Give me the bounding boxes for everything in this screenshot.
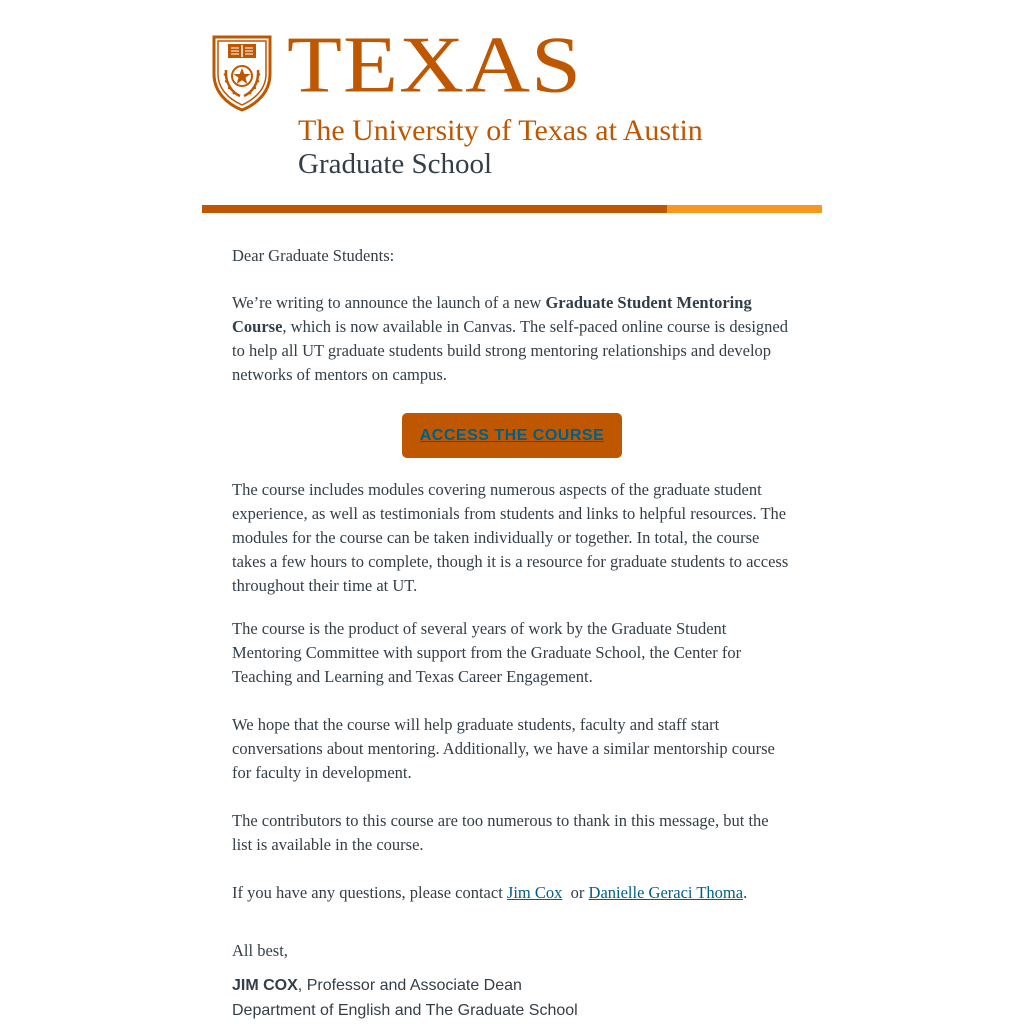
school-name: Graduate School: [298, 148, 493, 180]
questions-text-after: .: [743, 883, 748, 902]
questions-text-between: or: [566, 883, 589, 902]
contributors-paragraph: The contributors to this course are too numerous to thank in this message, but the list is available in the course.: [232, 811, 769, 854]
divider-light-segment: [667, 205, 822, 213]
hope-paragraph: We hope that the course will help graduate students, faculty and staff start conversations about mentoring. Additionally, we have a similar mentorship course for faculty in development.: [232, 715, 775, 782]
questions-paragraph: [232, 881, 792, 905]
intro-paragraph: [232, 291, 792, 387]
ut-shield-icon: [211, 34, 273, 112]
greeting: Dear Graduate Students:: [232, 246, 395, 265]
divider-dark-segment: [202, 205, 667, 213]
signature-name: JIM COX: [232, 977, 298, 994]
intro-text-before: We’re writing to announce the launch of a new: [232, 293, 546, 312]
header-divider: [202, 205, 822, 213]
cta-container: [232, 413, 792, 458]
jim-cox-link[interactable]: Jim Cox: [506, 883, 563, 902]
signature-department: Department of English and The Graduate School: [232, 1002, 578, 1019]
questions-text-before: If you have any questions, please contact: [232, 883, 507, 902]
modules-paragraph: The course includes modules covering numerous aspects of the graduate student experience, as well as testimonials from students and links to helpful resources. The modules for the course can be taken individually or together. In total, the course takes a few hours to complete, though it is a resource for graduate students to access throughout their time at UT.: [232, 480, 789, 595]
danielle-geraci-thoma-link[interactable]: Danielle Geraci Thoma: [588, 883, 744, 902]
product-paragraph: The course is the product of several years of work by the Graduate Student Mentoring Committee with support from the Graduate School, the Center for Teaching and Learning and Texas Career Engagement.: [232, 619, 742, 686]
signoff: All best,: [232, 941, 288, 960]
email-body: [232, 244, 792, 1023]
signature-line: [232, 973, 792, 998]
access-course-button[interactable]: ACCESS THE COURSE: [402, 413, 622, 458]
course-name: Graduate Student Mentoring Course: [232, 293, 752, 336]
texas-wordmark: TEXAS: [287, 20, 582, 110]
intro-text-after: , which is now available in Canvas. The self-paced online course is designed to help all UT graduate students build strong mentoring relationships and develop networks of mentors on campus.: [232, 317, 788, 384]
university-name: The University of Texas at Austin: [298, 114, 703, 147]
signature-title: , Professor and Associate Dean: [297, 977, 522, 994]
